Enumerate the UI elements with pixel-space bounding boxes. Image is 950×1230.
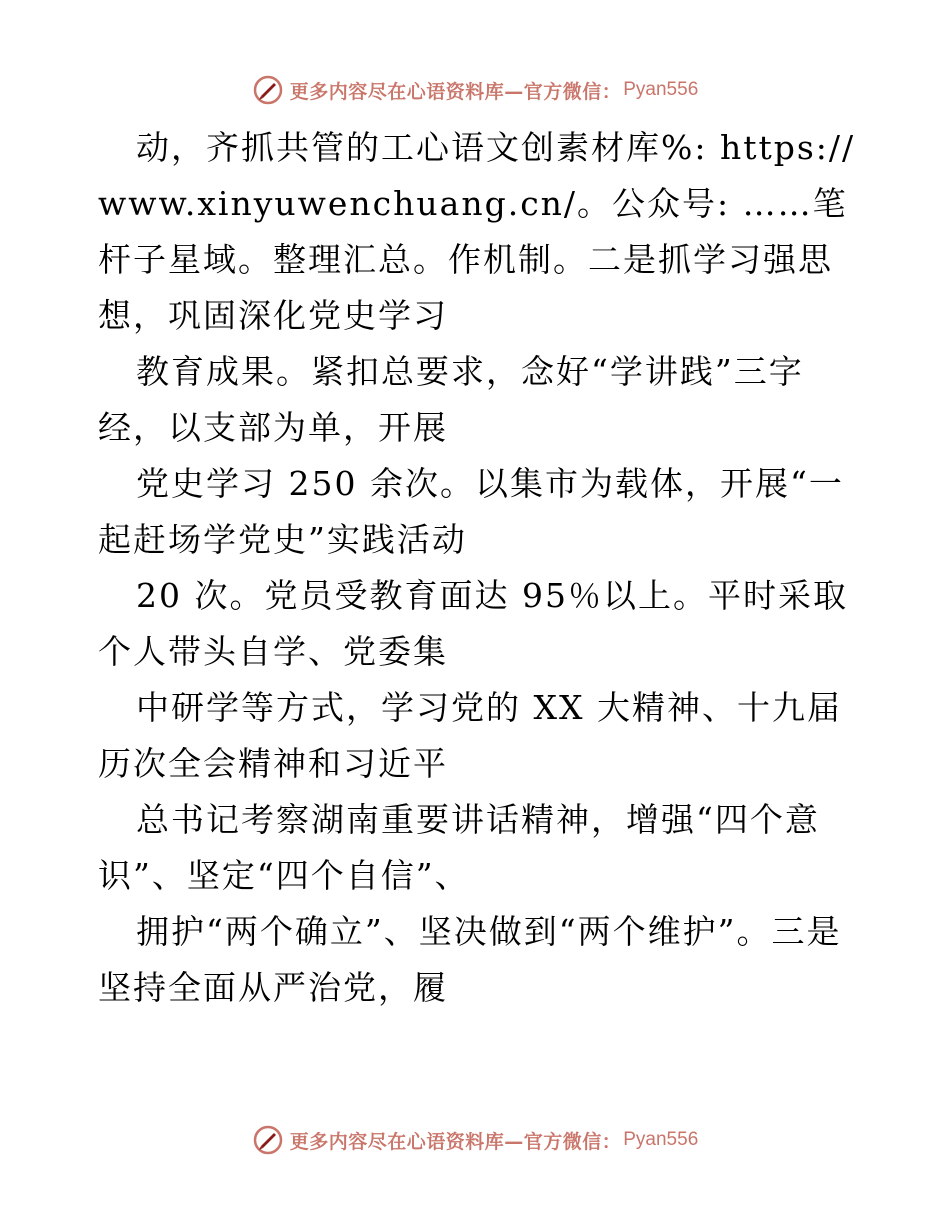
header-watermark-banner — [0, 70, 950, 110]
quill-pen-seal-icon — [252, 1124, 284, 1156]
paragraph: 总书记考察湖南重要讲话精神，增强“四个意识”、坚定“四个自信”、 — [98, 800, 820, 895]
watermark-text: 更多内容尽在心语资料库—官方微信： — [289, 1130, 622, 1153]
paragraph: 中研学等方式，学习党的 XX 大精神、十九届历次全会精神和习近平 — [98, 688, 842, 783]
watermark-text: 更多内容尽在心语资料库—官方微信： — [289, 80, 622, 103]
watermark-handle: Pyan556 — [623, 79, 699, 100]
paragraph: 党史学习 250 余次。以集市为载体，开展“一起赶场学党史”实践活动 — [98, 464, 844, 559]
paragraph: 教育成果。紧扣总要求，念好“学讲践”三字经，以支部为单，开展 — [98, 352, 804, 447]
document-body — [98, 120, 858, 1016]
paragraph: 动，齐抓共管的工心语文创素材库%: https://www.xinyuwenchuang.cn/。公众号: ……笔杆子星域。整理汇总。作机制。二是抓学习强思想，巩固深化党史学习 — [98, 128, 856, 335]
paragraph: 20 次。党员受教育面达 95％以上。平时采取个人带头自学、党委集 — [98, 576, 848, 671]
paragraph: 拥护“两个确立”、坚决做到“两个维护”。三是坚持全面从严治党，履 — [98, 912, 842, 1007]
quill-pen-seal-icon — [252, 74, 284, 106]
footer-watermark-banner — [0, 1120, 950, 1160]
watermark-handle: Pyan556 — [623, 1129, 699, 1150]
